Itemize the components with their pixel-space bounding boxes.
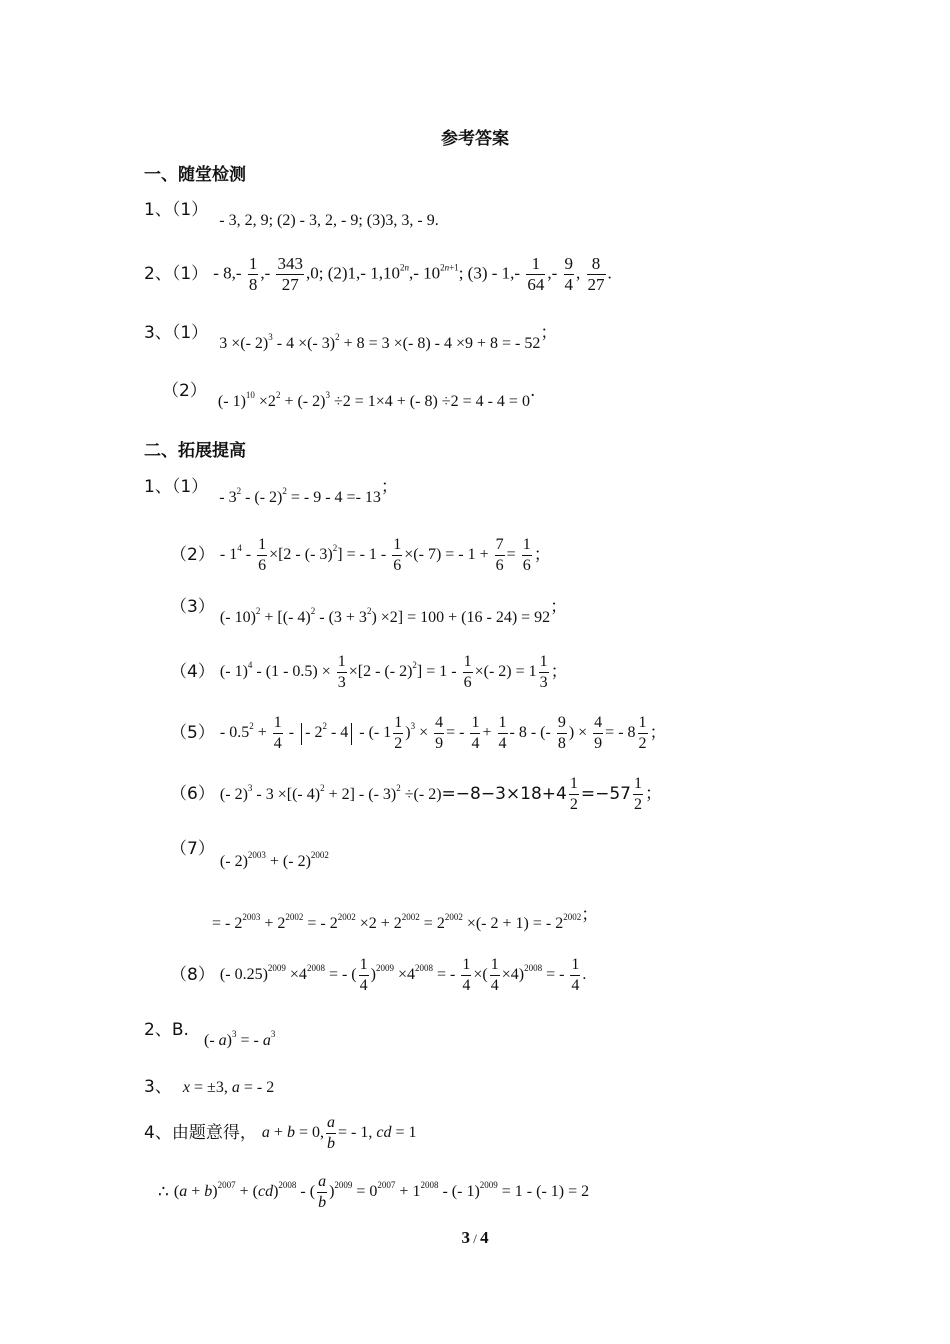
answer-math: - 3, 2, 9; (2) - 3, 2, - 9; (3)3, 3, - 9.	[219, 211, 439, 229]
answer-tail: =−8−3×18+4	[441, 784, 567, 804]
answer-label: （2）	[162, 381, 207, 401]
answer-math: - $3^2$ - (- 2)$^2$ = - 9 - 4 =- 13	[219, 485, 381, 506]
answer-2-1-7-cont: = - $2^{2003} + 2^{2002}$ = - $2^{2002} \times 2 + 2^{2002} = 2^{2002}$ ×(- 2 + 1) = - $2^{2002}$；	[212, 905, 599, 932]
page-title: 参考答案	[441, 129, 509, 149]
answer-2-1-4: （4） (- 1)$^4$ - (1 - 0.5) × $\frac{1}{3}$ ×[2 - (- 2)$^2$] = 1 - $\frac{1}{6}$ ×(- 2) = 1 $\frac{1}{3}$ ；	[170, 653, 568, 691]
section-heading-2: 二、拓展提高	[144, 441, 246, 461]
answer-math: - 8,- $\frac{1}{8}$ ,- $\frac{343}{27}$ ,0; (2)1,- $1,10^{2n},-$ $10^{2n+1}$; (3) - 1,- $\frac{1}{64}$ ,- $\frac{9}{4}$ , $\frac{8}{27}$ .	[213, 254, 612, 294]
answer-math: 3 ×(- 2)$^3$ - 4 ×(- 3)$^2$ + 8 = 3 ×(- 8) - 4 ×9 + 8 = - 52	[219, 331, 541, 352]
page-number: 3	[461, 1228, 470, 1247]
answer-label: 1、（1）	[144, 200, 209, 220]
answer-math: (- a)$^3$ = - $a^3$	[203, 1028, 276, 1049]
answer-math: = - $2^{2003} + 2^{2002}$ = - $2^{2002} \times 2 + 2^{2002} = 2^{2002}$ ×(- 2 + 1) = - $2^{2002}$	[212, 911, 582, 932]
answer-2-1-8	[170, 955, 586, 996]
answer-1-1	[144, 195, 439, 229]
answer-math: - $0.5^2$ + $\frac{1}{4}$ - - $2^2 - 4$ - (- 1 $\frac{1}{2}$ )$^3$ × $\frac{4}{9}$ = - $\frac{1}{4}$ + $\frac{1}{4}$ - 8 - (- $\frac{9}{8}$ ) × $\frac{4}{9}$ = - 8 $\frac{1}{2}$	[219, 714, 647, 752]
answer-math: - $1^4$ - $\frac{1}{6}$ ×[2 - (- 3)$^2$] = - 1 - $\frac{1}{6}$ ×(- 7) = - 1 + $\frac{7}{6}$ = $\frac{1}{6}$	[219, 536, 531, 574]
answer-text: - 3, 2, 9; (2) - 3, 2, - 9; (3)3, 3, - 9	[219, 211, 435, 229]
answer-math: a + b = 0, $\frac{a}{b}$ = - 1, cd = 1	[261, 1114, 417, 1152]
answer-label: 3、	[144, 1077, 172, 1097]
answer-math: (- $0.25)^{2009} \times 4^{2008}$ = - ( $\frac{1}{4}$ )$^{2009} \times 4^{2008}$ = - $\frac{1}{4}$ ×( $\frac{1}{4}$ ×4)$^{2008}$ = - $\frac{1}{4}$ .	[219, 956, 587, 994]
answer-math: (- 1)$^4$ - (1 - 0.5) × $\frac{1}{3}$ ×[2 - (- 2)$^2$] = 1 - $\frac{1}{6}$ ×(- 2) = 1 $\frac{1}{3}$	[219, 653, 548, 691]
therefore-symbol: ∴	[158, 1182, 169, 1202]
answer-label: （7）	[170, 839, 215, 859]
page-footer: 3 / 4	[461, 1228, 489, 1247]
answer-math: (- $1)^{10} \times 2^2$ + (- 2)$^3$ ÷2 = 1×4 + (- 8) ÷2 = 4 - 4 = 0	[217, 389, 530, 410]
answer-label: 2、（1）	[144, 264, 209, 284]
answer-1-3-2: （2） (- $1)^{10} \times 2^2$ + (- 2)$^3$ ÷2 = 1×4 + (- 8) ÷2 = 4 - 4 = 0.	[162, 381, 536, 410]
answer-2-4-conclusion	[158, 1172, 589, 1213]
answer-1-2	[144, 254, 612, 295]
answer-label: （6）	[170, 784, 215, 804]
answer-label: 3、（1）	[144, 323, 209, 343]
answer-math: (- 2)$^3$ - 3 ×[(- 4)$^2$ + 2] - (- 3)$^2$ ÷(- 2)	[219, 782, 442, 803]
answer-2-3	[144, 1072, 274, 1097]
answer-label: （8）	[170, 965, 215, 985]
answer-label: （5）	[170, 723, 215, 743]
answer-math: (- 10)$^2$ + [(- $4)^2 - (3 + 3^2) \times 2] = 100 + (16 - 24) = 92$	[219, 605, 551, 626]
answer-math: (- 2)$^{2003}$ + (- 2)$^{2002}$	[219, 849, 329, 870]
answer-1-3: 3、（1） 3 ×(- 2)$^3$ - 4 ×(- 3)$^2$ + 8 = 3 ×(- 8) - 4 ×9 + 8 = - 52；	[144, 323, 558, 352]
answer-label: 2、B.	[144, 1020, 189, 1040]
answer-2-1-1: 1、$(1) - 3^2$ - (- 2)$^2$ = - 9 - 4 =- 13；	[144, 477, 398, 506]
answer-2-1-7	[170, 834, 329, 870]
answer-math: $(a + b)^{2007} + (cd)^{2008}$ - ( $\frac{a}{b}$ )$^{2009} = 0^{2007} + 1^{2008}$ - (- 1)$^{2009}$ = 1 - (- 1) = 2	[173, 1173, 590, 1211]
answer-2-4	[144, 1113, 416, 1154]
answer-2-1-3: （3） (- 10)$^2$ + [(- $4)^2 - (3 + 3^2) \times 2] = 100 + (16 - 24) = 92$；	[170, 597, 568, 626]
answer-label: （3）	[170, 597, 215, 617]
answer-2-2	[144, 1015, 276, 1049]
answer-label: （4）	[170, 662, 215, 682]
section-heading-1: 一、随堂检测	[144, 165, 246, 185]
answer-math: x = ±3, a = - 2	[182, 1078, 275, 1096]
answer-2-1-6: （6） (- 2)$^3$ - 3 ×[(- 4)$^2$ + 2] - (- 3)$^2$ ÷(- 2)=−8−3×18+4 $\frac{1}{2}$ =−57 $\frac{1}{2}$ ；	[170, 775, 662, 813]
answer-label: 1、（1）	[144, 477, 209, 497]
answer-label: （2）	[170, 545, 215, 565]
answer-2-1-2: $(2) - 1^4$ - $\frac{1}{6}$ ×[2 - (- 3)$^2$] = - 1 - $\frac{1}{6}$ ×(- 7) = - 1 + $\frac{7}{6}$ = $\frac{1}{6}$ ；	[170, 536, 551, 574]
answer-2-1-5: $(5) - 0.5^2$ + $\frac{1}{4}$ - - $2^2 - 4$ - (- 1 $\frac{1}{2}$ )$^3$ × $\frac{4}{9}$ = - $\frac{1}{4}$ + $\frac{1}{4}$ - 8 - (- $\frac{9}{8}$ ) × $\frac{4}{9}$ = - 8 $\frac{1}{2}$ ；	[170, 714, 667, 752]
page-total: 4	[480, 1228, 489, 1247]
answer-label: 4、由题意得，	[144, 1123, 257, 1143]
